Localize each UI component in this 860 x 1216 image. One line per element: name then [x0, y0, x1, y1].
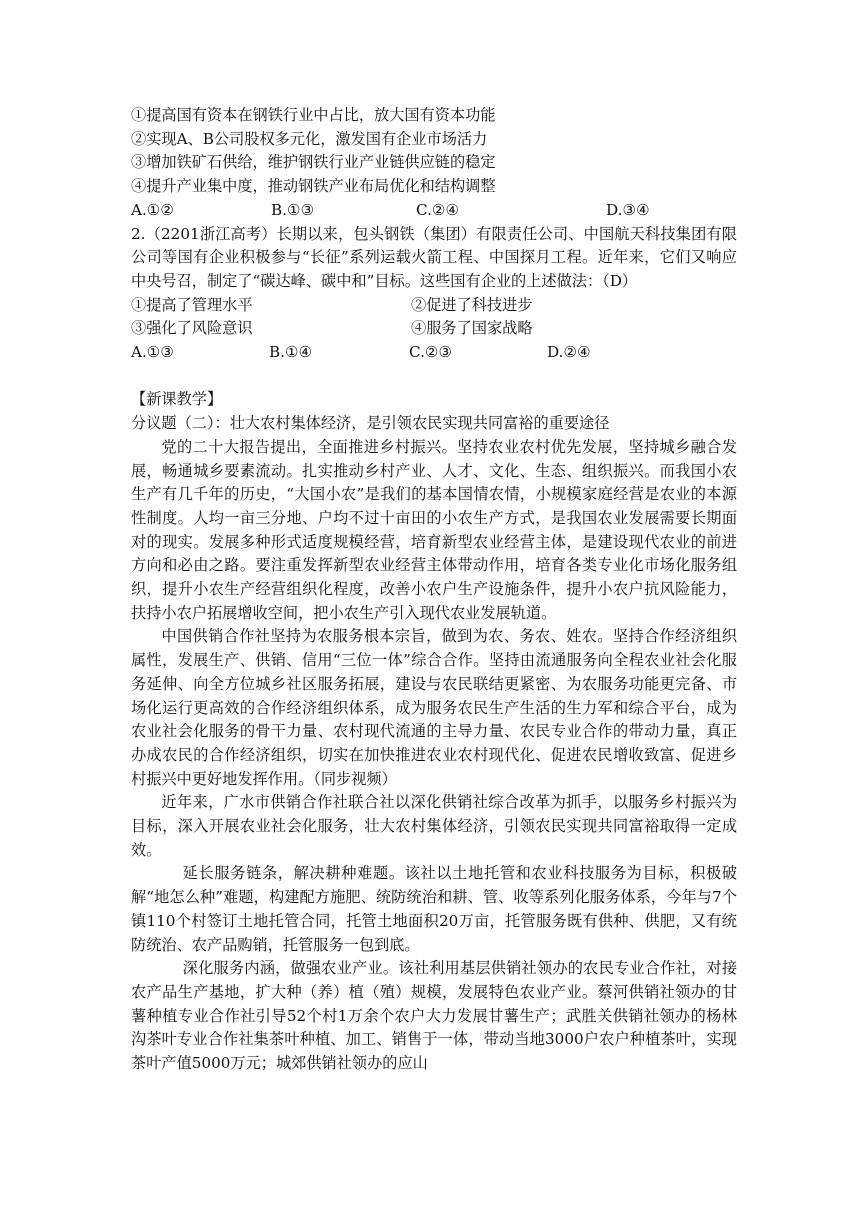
lesson-paragraph-4: 延长服务链条，解决耕种难题。该社以土地托管和农业科技服务为目标，积极破解“地怎么种”难题，构建配方施肥、统防统治和耕、管、收等系列化服务体系，今年与7个镇110个村签订土地托管合同，托管土地面积20万亩，托管服务既有供种、供肥，又有统防统治、农产品购销，托管服务一包到底。 — [131, 864, 737, 954]
q2-item-1: ①提高了管理水平 — [131, 295, 253, 314]
q1-item-1: ①提高国有资本在钢铁行业中占比，放大国有资本功能 — [131, 106, 496, 124]
q1-item-4: ④提升产业集中度，推动钢铁产业布局优化和结构调整 — [131, 177, 496, 196]
document-page — [131, 104, 737, 1076]
q2-option-b: B.①④ — [269, 343, 313, 362]
q2-option-c: C.②③ — [409, 343, 453, 362]
q2-option-d: D.②④ — [547, 343, 591, 362]
q1-item-3: ③增加铁矿石供给，维护钢铁行业产业链供应链的稳定 — [131, 153, 496, 172]
q2-stem: 2.（2201浙江高考）长期以来，包头钢铁（集团）有限责任公司、中国航天科技集团有限公司等国有企业积极参与“长征”系列运载火箭工程、中国探月工程。近年来，它们又响应中央号召，制定了“碳达峰、碳中和”目标。这些国有企业的上述做法：（D） — [131, 224, 737, 290]
q1-option-d: D.③④ — [606, 200, 650, 219]
lesson-paragraph-2: 中国供销合作社坚持为农服务根本宗旨，做到为农、务农、姓农。坚持合作经济组织属性，发展生产、供销、信用“三位一体”综合合作。坚持由流通服务向全程农业社会化服务延伸、向全方位城乡社区服务拓展，建设与农民联结更紧密、为农服务功能更完备、市场化运行更高效的合作经济组织体系，成为服务农民生产生活的生力军和综合平台，成为农业社会化服务的骨干力量、农村现代流通的主导力量、农民专业合作的带动力量，真正办成农民的合作经济组织，切实在加快推进农业农村现代化、促进农民增收致富、促进乡村振兴中更好地发挥作用。（同步视频） — [131, 627, 737, 788]
q2-options — [131, 341, 737, 365]
q1-item-2: ②实现A、B公司股权多元化，激发国有企业市场活力 — [131, 129, 488, 148]
lesson-header: 【新课教学】 — [131, 390, 223, 409]
lesson-paragraph-5: 深化服务内涵，做强农业产业。该社利用基层供销社领办的农民专业合作社，对接农产品生产基地，扩大种（养）植（殖）规模，发展特色农业产业。蔡河供销社领办的甘薯种植专业合作社引导52个村1万余个农户大力发展甘薯生产；武胜关供销社领办的杨林沟茶叶专业合作社集茶叶种植、加工、销售于一体，带动当地3000户农户种植茶叶，实现茶叶产值5000万元；城郊供销社领办的应山 — [131, 959, 737, 1073]
lesson-subtopic: 分议题（二）：壮大农村集体经济，是引领农民实现共同富裕的重要途径 — [131, 414, 610, 433]
lesson-paragraph-1: 党的二十大报告提出，全面推进乡村振兴。坚持农业农村优先发展，坚持城乡融合发展，畅通城乡要素流动。扎实推动乡村产业、人才、文化、生态、组织振兴。而我国小农生产有几千年的历史，“大国小农”是我们的基本国情农情，小规模家庭经营是农业的本源性制度。人均一亩三分地、户均不过十亩田的小农生产方式，是我国农业发展需要长期面对的现实。发展多种形式适度规模经营，培育新型农业经营主体，是建设现代农业的前进方向和必由之路。要注重发挥新型农业经营主体带动作用，培育各类专业化市场化服务组织，提升小农生产经营组织化程度，改善小农户生产设施条件，提升小农户抗风险能力，扶持小农户拓展增收空间，把小农生产引入现代农业发展轨道。 — [131, 437, 737, 622]
q2-item-4: ④服务了国家战略 — [411, 319, 533, 338]
lesson-paragraph-3: 近年来，广水市供销合作社联合社以深化供销社综合改革为抓手，以服务乡村振兴为目标，深入开展农业社会化服务，壮大农村集体经济，引领农民实现共同富裕取得一定成效。 — [131, 793, 737, 859]
q2-items-row-1 — [131, 294, 737, 318]
question-1-items — [131, 104, 737, 199]
q1-option-a: A.①② — [131, 200, 175, 219]
q2-items-row-2 — [131, 317, 737, 341]
q1-options — [131, 199, 737, 223]
q2-item-3: ③强化了风险意识 — [131, 319, 253, 338]
q1-option-c: C.②④ — [416, 200, 460, 219]
q2-item-2: ②促进了科技进步 — [411, 295, 533, 314]
q1-option-b: B.①③ — [271, 200, 315, 219]
spacer — [131, 365, 737, 389]
q2-option-a: A.①③ — [131, 343, 175, 362]
